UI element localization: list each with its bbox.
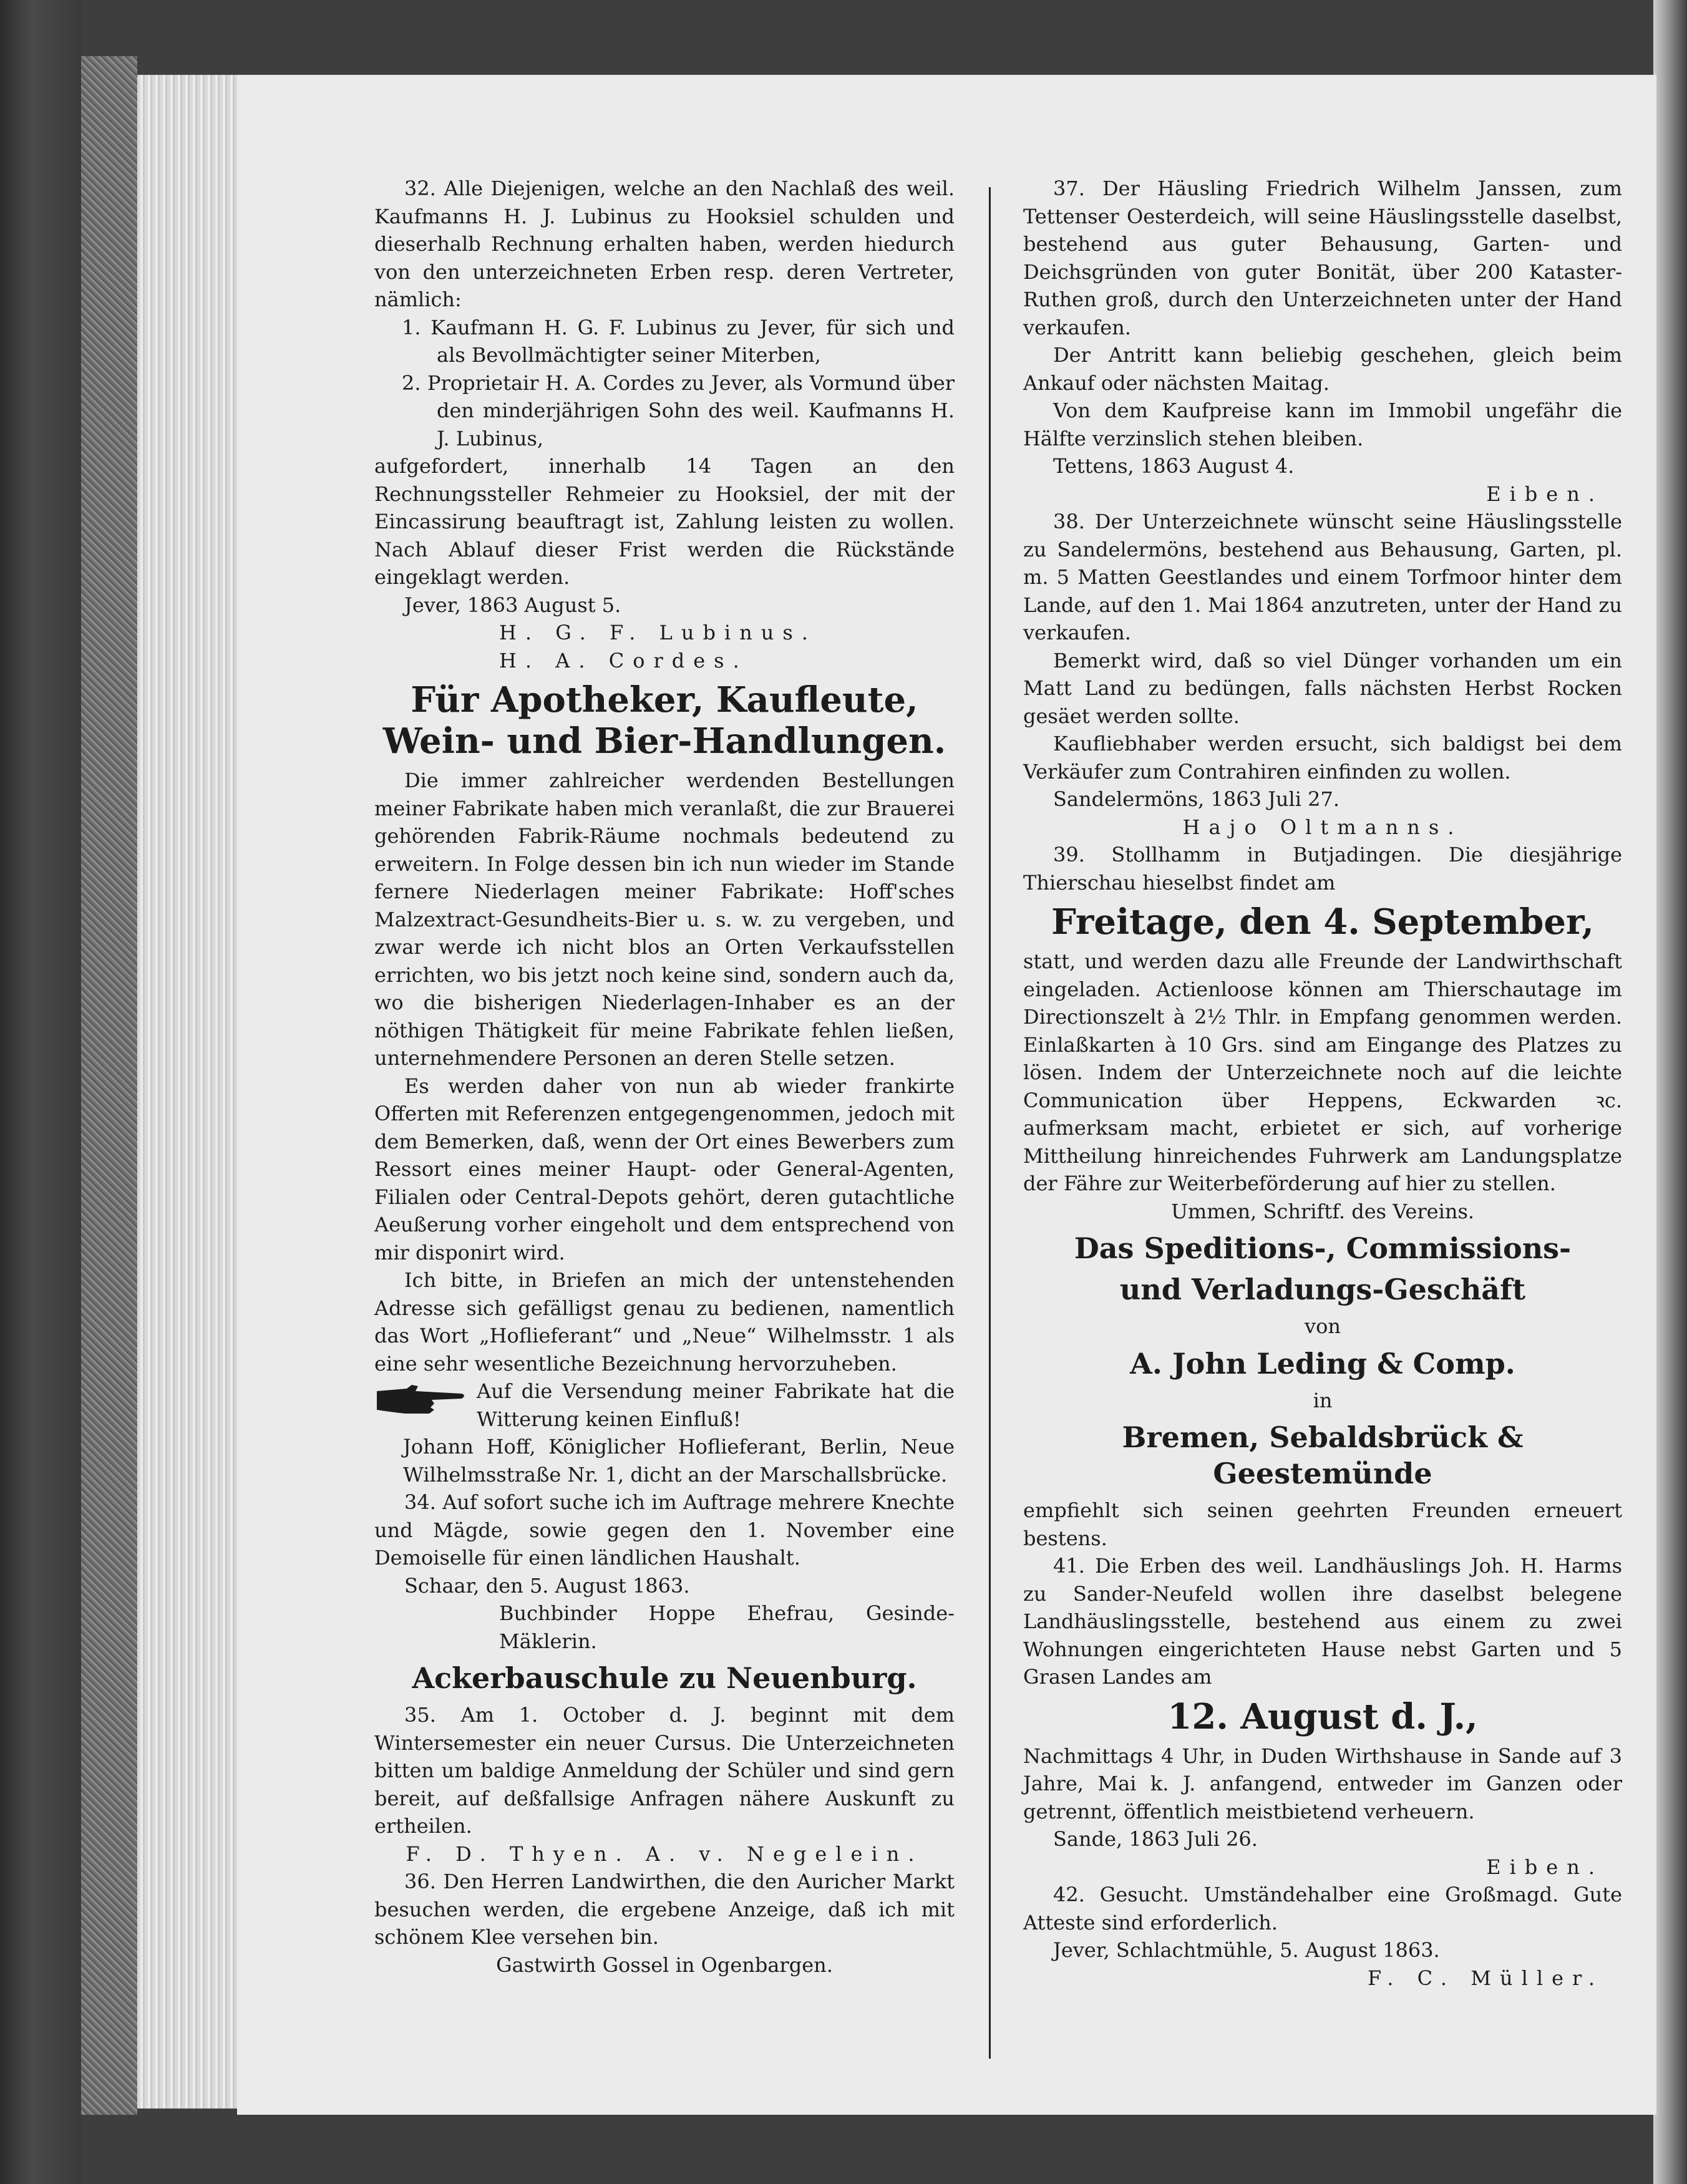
ad-40-heading-2: und Verladungs-Geschäft [1119,1273,1526,1306]
notice-34-place-date: Schaar, den 5. August 1863. [404,1573,690,1598]
notice-42-place-date: Jever, Schlachtmühle, 5. August 1863. [1053,1938,1440,1962]
notice-42-signature: F. C. Müller. [1368,1966,1603,1990]
ad-33-signature: Johann Hoff, Königlicher Hoflieferant, Berlin, Neue Wilhelmsstraße Nr. 1, dicht an der Marschallsbrücke. [403,1435,955,1487]
notice-41-date: 12. August d. J., [1167,1696,1478,1737]
notice-35-text: 35. Am 1. October d. J. beginnt mit dem Wintersemester ein neuer Cursus. Die Unterzeichneten bitten um baldige Anmeldung der Schüler und sind gern bereit, auf deßfallsige Anfragen nähere Auskunft zu ertheilen. [374,1703,955,1838]
notice-37-text: 37. Der Häusling Friedrich Wilhelm Janssen, zum Tettenser Oesterdeich, will seine Häuslingsstelle daselbst, bestehend aus guter Behausung, Garten- und Deichsgründen von guter Bonität, über 200 Kataster-Ruthen groß, durch den Unterzeichneten unter der Hand verkaufen. [1023,177,1622,339]
notice-41-signature: Eiben. [1486,1855,1603,1879]
notice-32-item-2: 2. Proprietair H. A. Cordes zu Jever, als Vormund über den minderjährigen Sohn des weil. Kaufmanns H. J. Lubinus, [402,371,955,450]
notice-41-details: Nachmittags 4 Uhr, in Duden Wirthshause in Sande auf 3 Jahre, Mai k. J. anfangend, entweder im Ganzen oder getrennt, öffentlich meistbietend verheuern. [1023,1744,1622,1823]
ad-40-text: empfiehlt sich seinen geehrten Freunden erneuert bestens. [1023,1498,1622,1550]
notice-41-text: 41. Die Erben des weil. Landhäuslings Joh. H. Harms zu Sander-Neufeld wollen ihre daselbst belegene Landhäuslingsstelle, bestehend aus einem zu zwei Wohnungen eingerichteten Hause nebst Garten und 5 Grasen Landes am [1023,1554,1622,1689]
notice-36-signature: Gastwirth Gossel in Ogenbargen. [496,1953,833,1977]
notice-34-signature: Buchbinder Hoppe Ehefrau, Gesinde-Mäklerin. [499,1601,955,1653]
ad-40-places: Bremen, Sebaldsbrück & Geestemünde [1122,1420,1524,1490]
notice-32-signature-2: H. A. Cordes. [499,648,748,672]
ad-33-paragraph-4: Auf die Versendung meiner Fabrikate hat die Witterung keinen Einfluß! [477,1379,955,1431]
notice-32-place-date: Jever, 1863 August 5. [404,593,621,617]
school-heading: Ackerbauschule zu Neuenburg. [412,1661,917,1695]
notice-41-place-date: Sande, 1863 Juli 26. [1053,1827,1258,1851]
ad-33-paragraph-1: Die immer zahlreicher werdenden Bestellungen meiner Fabrikate haben mich veranlaßt, die zur Brauerei gehörenden Fabrik-Räume nochmals bedeutend zu erweitern. In Folge dessen bin ich nun wieder im Stande fernere Niederlagen meiner Fabrikate: Hoff'sches Malzextract-Gesundheits-Bier u. s. w. zu vergeben, und zwar werde ich nicht blos an Orten Verkaufsstellen errichten, wo bis jetzt noch keine sind, sondern auch da, wo die bisherigen Niederlagen-Inhaber es an der nöthigen Thätigkeit für meine Fabrikate fehlen ließen, unternehmendere Personen an deren Stelle setzen. [374,769,955,1070]
left-column [374,175,955,1979]
notice-39-date: Freitage, den 4. September, [1051,901,1594,943]
notice-32-request: aufgefordert, innerhalb 14 Tagen an den Rechnungssteller Rehmeier zu Hooksiel, der mit der Eincassirung beauftragt ist, Zahlung leisten zu wollen. Nach Ablauf dieser Frist werden die Rückstände eingeklagt werden. [374,454,955,589]
notice-42-text: 42. Gesucht. Umständehalber eine Großmagd. Gute Atteste sind erforderlich. [1023,1883,1622,1934]
notice-37-signature: Eiben. [1486,482,1603,506]
book-spine [0,0,81,2184]
pointing-hand-icon [374,1380,468,1417]
ad-40-von: von [1305,1314,1341,1338]
notice-37-place-date: Tettens, 1863 August 4. [1053,454,1295,478]
right-column [1023,175,1622,1992]
ad-33-hand-note [374,1377,955,1433]
notice-34-text: 34. Auf sofort suche ich im Auftrage mehrere Knechte und Mägde, sowie gegen den 1. November eine Demoiselle für einen ländlichen Haushalt. [374,1490,955,1570]
notice-35-signature: F. D. Thyen. A. v. Negelein. [406,1842,923,1866]
ad-33-paragraph-2: Es werden daher von nun ab wieder frankirte Offerten mit Referenzen entgegengenommen, jedoch mit dem Bemerken, daß, wenn der Ort eines Bewerbers zum Ressort eines meiner Haupt- oder General-Agenten, Filialen oder Central-Depots gehört, deren gutachtliche Aeußerung vorher eingeholt und dem entsprechend von mir disponirt wird. [374,1074,955,1264]
notice-32-signature-1: H. G. F. Lubinus. [499,621,817,644]
ad-33-heading: Für Apotheker, Kaufleute, Wein- und Bier-Handlungen. [382,679,946,762]
notice-39-intro: 39. Stollhamm in Butjadingen. Die diesjährige Thierschau hieselbst findet am [1023,843,1622,895]
column-divider [989,187,991,2059]
notice-37-entry: Der Antritt kann beliebig geschehen, gleich beim Ankauf oder nächsten Maitag. [1023,343,1622,395]
ad-33-paragraph-3: Ich bitte, in Briefen an mich der untenstehenden Adresse sich gefälligst genau zu bedienen, namentlich das Wort „Hoflieferant“ und „Neue“ Wilhelmsstr. 1 als eine sehr wesentliche Bezeichnung hervorzuheben. [374,1268,955,1376]
ad-40-in: in [1313,1388,1333,1412]
notice-38-signature: Hajo Oltmanns. [1182,815,1463,839]
notice-32-item-1: 1. Kaufmann H. G. F. Lubinus zu Jever, für sich und als Bevollmächtigter seiner Miterben, [402,315,955,367]
notice-32-text: 32. Alle Diejenigen, welche an den Nachlaß des weil. Kaufmanns H. J. Lubinus zu Hooksiel schulden und dieserhalb Rechnung erhalten haben, werden hiedurch von den unterzeichneten Erben resp. deren Vertreter, nämlich: [374,177,955,311]
page-block-edges [137,75,237,2109]
notice-38-remark: Bemerkt wird, daß so viel Dünger vorhanden um ein Matt Land zu bedüngen, falls nächsten Herbst Rocken gesäet werden sollte. [1023,648,1622,728]
notice-38-text: 38. Der Unterzeichnete wünscht seine Häuslingsstelle zu Sandelermöns, bestehend aus Behausung, Garten, pl. m. 5 Matten Geestlandes und einem Torfmoor hinter dem Lande, auf den 1. Mai 1864 anzutreten, unter der Hand zu verkaufen. [1023,510,1622,644]
page-right-edge [1653,0,1687,2184]
notice-38-buyers: Kaufliebhaber werden ersucht, sich baldigst bei dem Verkäufer zum Contrahiren einfinden zu wollen. [1023,732,1622,784]
notice-36-text: 36. Den Herren Landwirthen, die den Auricher Markt besuchen werden, die ergebene Anzeige, daß ich mit schönem Klee versehen bin. [374,1870,955,1949]
notice-38-place-date: Sandelermöns, 1863 Juli 27. [1053,787,1340,811]
notice-37-price: Von dem Kaufpreise kann im Immobil ungefähr die Hälfte verzinslich stehen bleiben. [1023,399,1622,450]
notice-39-text: statt, und werden dazu alle Freunde der Landwirthschaft eingeladen. Actienloose können am Thierschautage im Directionszelt à 2½ Thlr. in Empfang genommen werden. Einlaßkarten à 10 Grs. sind am Eingange des Platzes zu lösen. Indem der Unterzeichnete noch auf die leichte Communication über Heppens, Eckwarden ꝛc. aufmerksam macht, erbietet er sich, auf vorherige Mittheilung hinreichendes Fuhrwerk am Landungsplatze der Fähre zur Weiterbeförderung auf hier zu stellen. [1023,949,1622,1195]
ad-40-company: A. John Leding & Comp. [1130,1346,1515,1381]
book-cover-edge [81,56,137,2115]
notice-39-signature: Ummen, Schriftf. des Vereins. [1170,1199,1475,1223]
ad-40-heading-1: Das Speditions-, Commissions- [1074,1231,1572,1265]
